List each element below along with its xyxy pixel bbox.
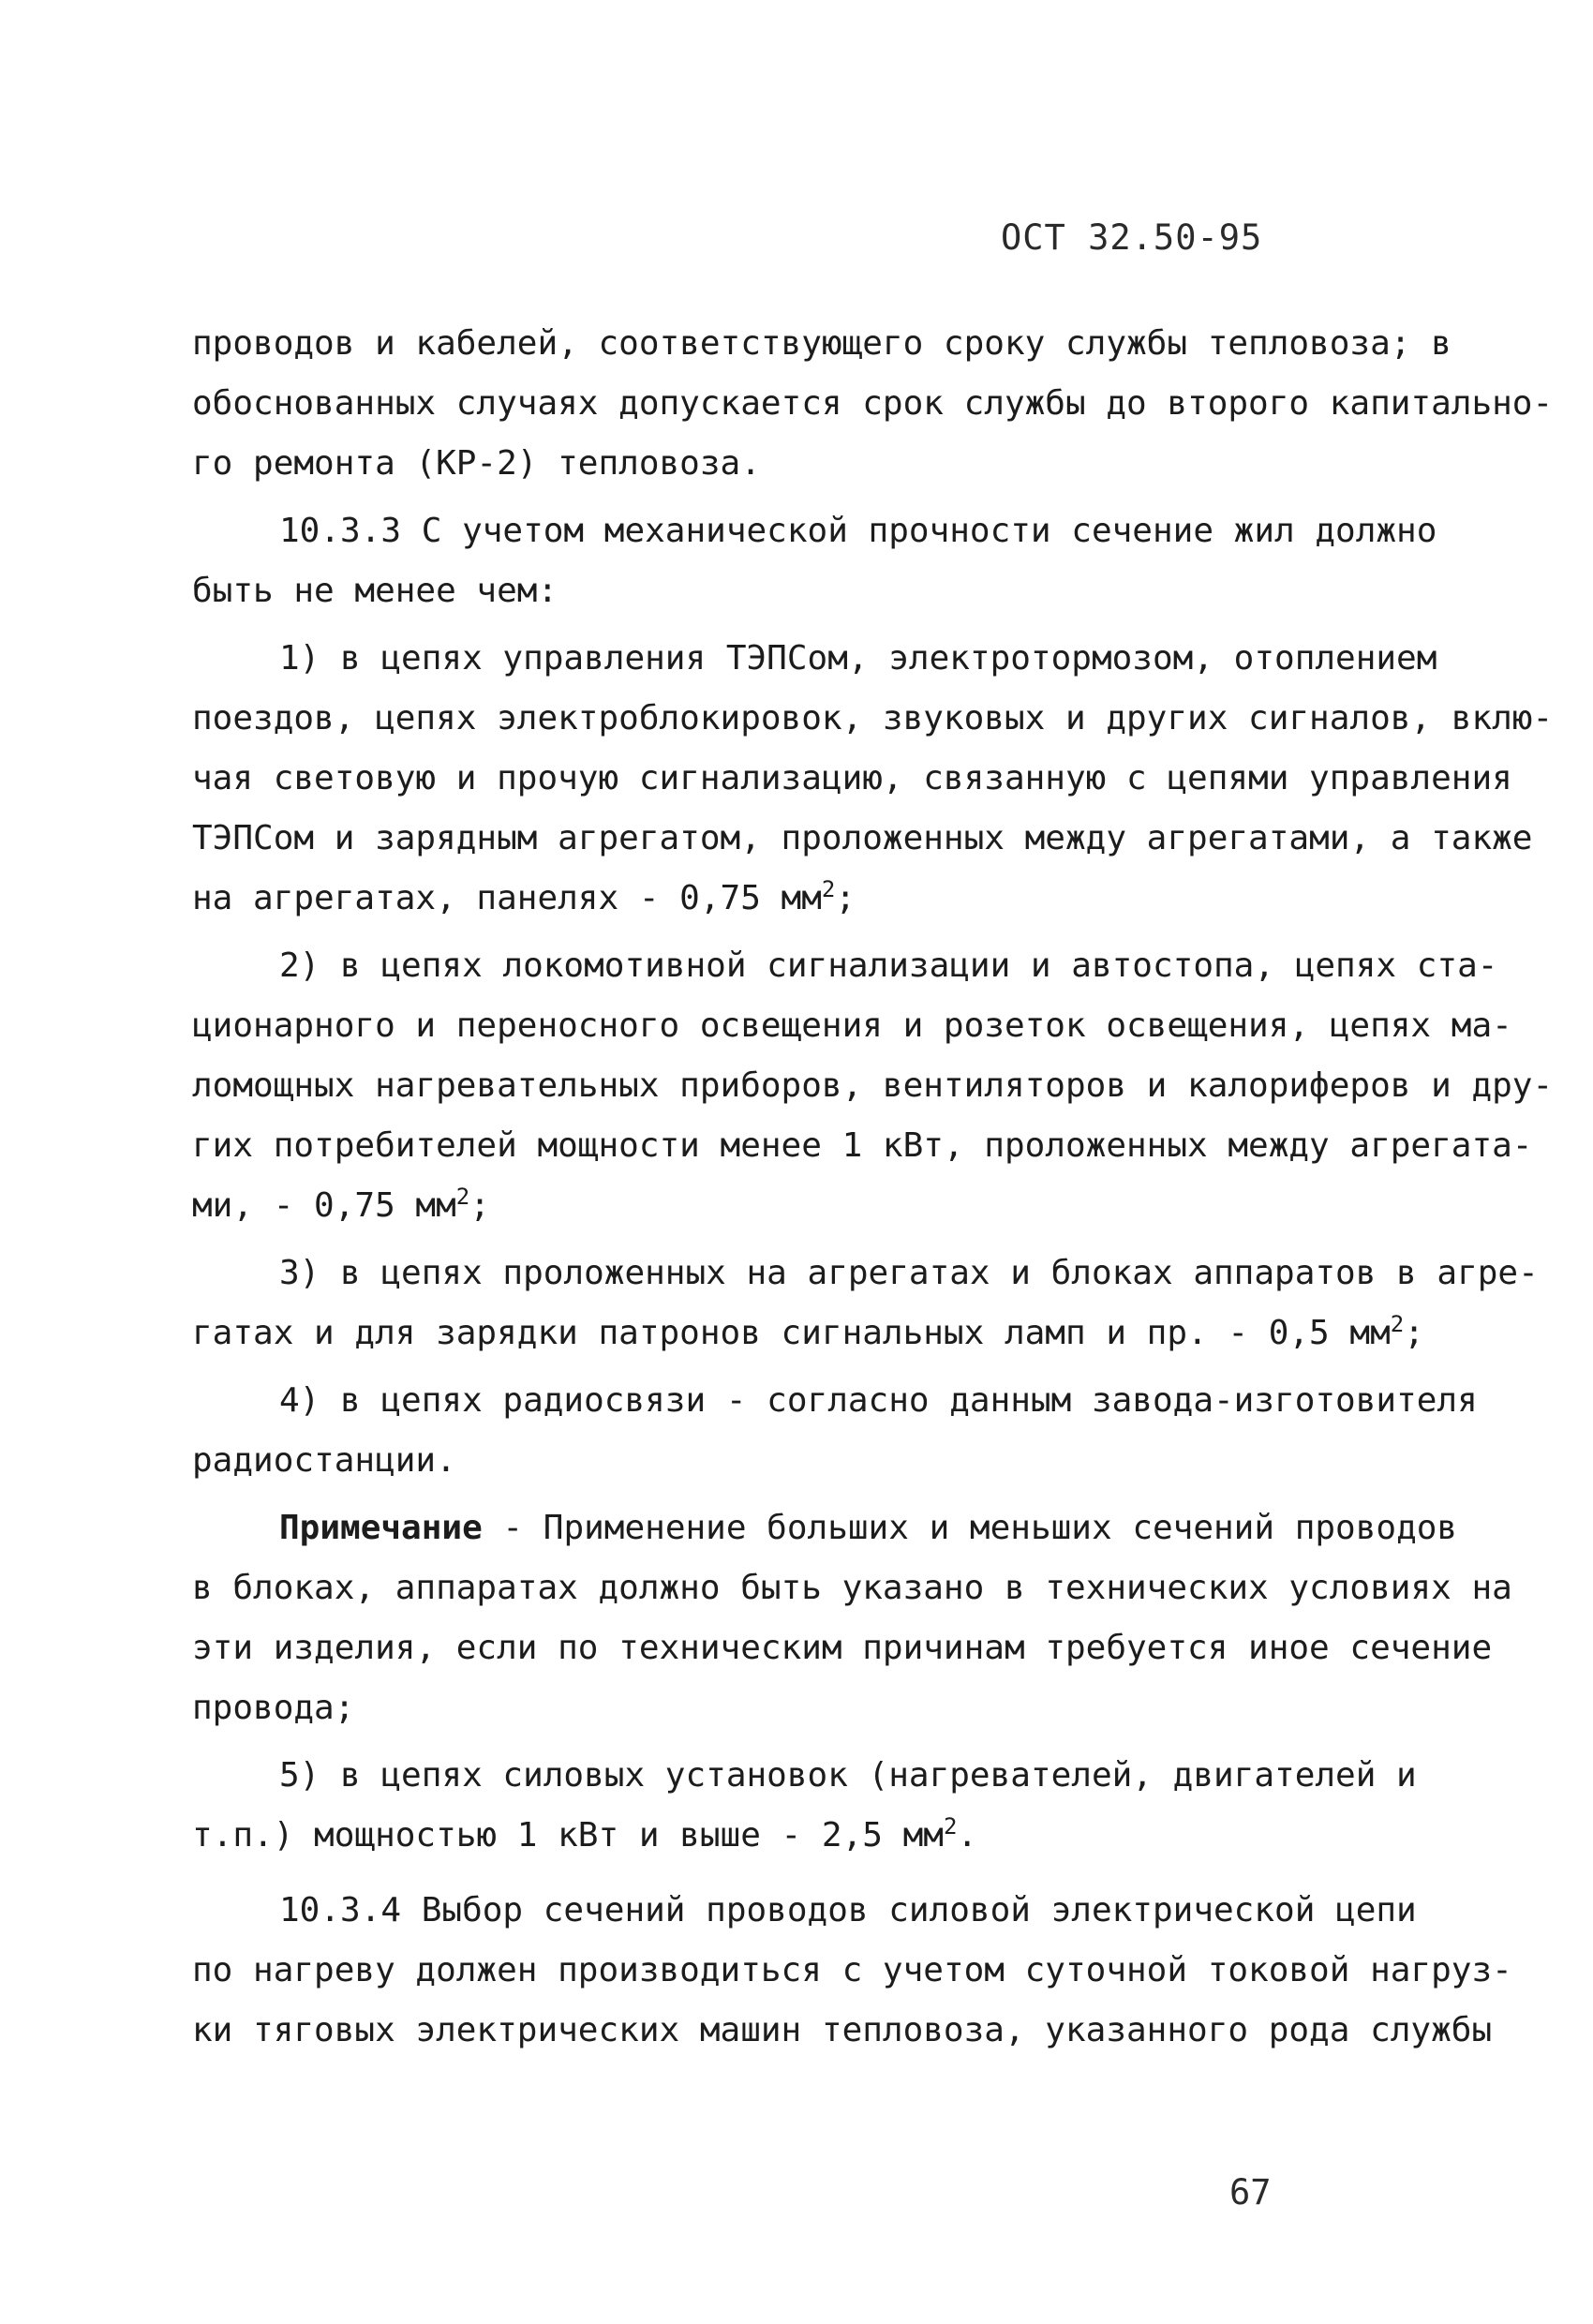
- text-line: ТЭПСом и зарядным агрегатом, проложенных между агрегатами, а также: [192, 819, 1533, 857]
- text-line: 2) в цепях локомотивной сигнализации и автостопа, цепях ста-: [279, 946, 1498, 985]
- text-fragment: .: [957, 1816, 978, 1855]
- clause-10-3-3: [192, 501, 1437, 621]
- text-line: быть не менее чем:: [192, 572, 558, 610]
- text-line: обоснованных случаях допускается срок службы до второго капитально-: [192, 384, 1554, 423]
- text-fragment: т.п.) мощностью 1 кВт и выше - 2,5 мм: [192, 1816, 944, 1855]
- page-number: 67: [1229, 2172, 1272, 2212]
- text-fragment: гатах и для зарядки патронов сигнальных ламп и пр. - 0,5 мм: [192, 1314, 1391, 1352]
- text-fragment: ;: [469, 1186, 490, 1225]
- list-item-2: [192, 936, 1554, 1236]
- list-item-1: [192, 629, 1554, 929]
- text-line: ки тяговых электрических машин тепловоза, указанного рода службы: [192, 2011, 1493, 2049]
- text-line: ционарного и переносного освещения и розеток освещения, цепях ма-: [192, 1006, 1512, 1045]
- text-line: го ремонта (КР-2) тепловоза.: [192, 444, 761, 483]
- text-line: эти изделия, если по техническим причинам требуется иное сечение: [192, 1629, 1493, 1667]
- text-line: проводов и кабелей, соответствующего сроку службы тепловоза; в: [192, 324, 1452, 363]
- text-line: чая световую и прочую сигнализацию, связанную с цепями управления: [192, 759, 1512, 797]
- text-fragment: ;: [835, 879, 856, 917]
- text-line: 10.3.4 Выбор сечений проводов силовой электрической цепи: [279, 1891, 1417, 1929]
- text-fragment: ми, - 0,75 мм: [192, 1186, 456, 1225]
- text-line: по нагреву должен производиться с учетом суточной токовой нагруз-: [192, 1951, 1512, 1989]
- superscript: 2: [455, 1184, 470, 1210]
- page-body: [192, 314, 1554, 2061]
- superscript: 2: [943, 1813, 958, 1840]
- text-fragment: - Применение больших и меньших сечений проводов: [482, 1509, 1458, 1547]
- superscript: 2: [1390, 1311, 1405, 1337]
- text-line: радиостанции.: [192, 1441, 456, 1480]
- text-line: 1) в цепях управления ТЭПСом, электротормозом, отоплением: [279, 639, 1437, 678]
- text-line: поездов, цепях электроблокировок, звуковых и других сигналов, вклю-: [192, 699, 1554, 737]
- clause-10-3-4: [192, 1881, 1512, 2061]
- text-line: ломощных нагревательных приборов, вентиляторов и калориферов и дру-: [192, 1066, 1554, 1105]
- text-line: 4) в цепях радиосвязи - согласно данным завода-изготовителя: [279, 1381, 1478, 1420]
- text-line: [192, 1806, 1410, 1866]
- text-line: [192, 1176, 1410, 1236]
- text-line: 3) в цепях проложенных на агрегатах и блоках аппаратов в агре-: [279, 1254, 1539, 1292]
- text-fragment: на агрегатах, панелях - 0,75 мм: [192, 879, 822, 917]
- note-block: [192, 1498, 1512, 1738]
- text-fragment: ;: [1404, 1314, 1424, 1352]
- document-code-header: ОСТ 32.50-95: [1001, 217, 1263, 258]
- text-line: [192, 1304, 1424, 1363]
- text-line: провода;: [192, 1689, 355, 1727]
- paragraph-continuation: [192, 314, 1554, 494]
- text-line: 10.3.3 С учетом механической прочности сечение жил должно: [279, 512, 1437, 550]
- text-line: в блоках, аппаратах должно быть указано в технических условиях на: [192, 1569, 1512, 1607]
- text-line: [192, 1498, 1458, 1558]
- text-line: гих потребителей мощности менее 1 кВт, проложенных между агрегата-: [192, 1126, 1533, 1165]
- list-item-3: [192, 1244, 1539, 1363]
- text-line: 5) в цепях силовых установок (нагревателей, двигателей и: [279, 1756, 1417, 1795]
- note-label: Примечание: [279, 1509, 483, 1547]
- list-item-5: [192, 1746, 1417, 1866]
- text-line: [192, 869, 1410, 929]
- list-item-4: [192, 1371, 1478, 1491]
- superscript: 2: [821, 876, 836, 902]
